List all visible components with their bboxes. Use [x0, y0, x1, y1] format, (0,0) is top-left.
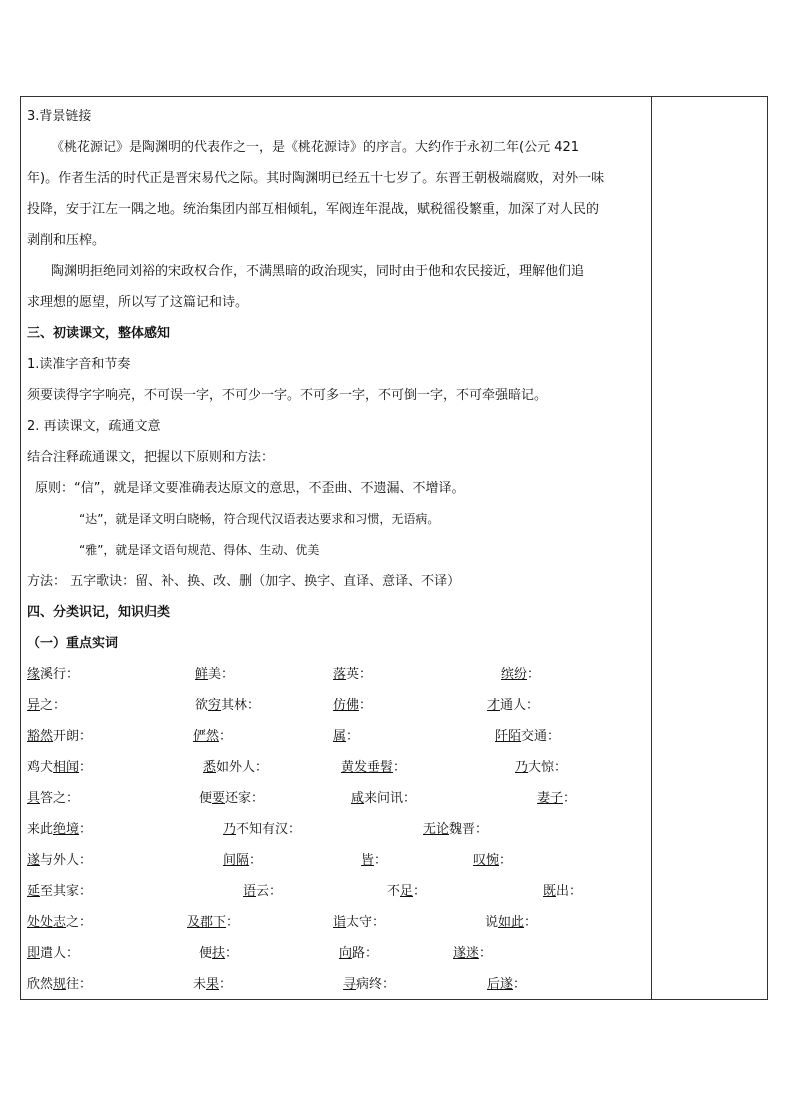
principle-ya: “雅”，就是译文语句规范、得体、生动、优美	[79, 543, 320, 557]
vocab-term-text: 病终：	[356, 977, 396, 992]
item1-text: 须要读得字字响亮，不可误一字，不可少一字。不可多一字，不可倒一字，不可牵强暗记。	[27, 388, 548, 403]
vocab-term-text: 英：	[346, 667, 373, 682]
vocab-term	[333, 659, 372, 690]
vocab-row	[27, 969, 647, 1000]
vocab-term-text: 溪行：	[40, 667, 80, 682]
principle-xin: 原则：“信”，就是译文要准确表达原文的意思，不歪曲、不遗漏、不增译。	[35, 481, 465, 496]
vocab-term-underlined: 穷	[208, 698, 222, 713]
vocab-term-text: 与外人：	[40, 853, 93, 868]
vocab-term-text: 路：	[352, 946, 379, 961]
background-para1-line: 投降，安于江左一隅之地。统治集团内部互相倾轧，军阀连年混战，赋税徭役繁重，加深了对人民的	[27, 202, 600, 217]
vocab-term-text: 云：	[256, 884, 283, 899]
vocab-term-text: 交通：	[521, 729, 561, 744]
vocab-term	[27, 814, 92, 845]
vocab-term-text: 未	[193, 977, 207, 992]
vocab-term-text: 来问讯：	[364, 791, 417, 806]
vocab-term-underlined: 俨然	[193, 729, 220, 744]
vocab-term-underlined: 才	[487, 698, 501, 713]
vocab-term-underlined: 寻	[343, 977, 357, 992]
principle-da: “达”，就是译文明白晓畅，符合现代汉语表达要求和习惯，无语病。	[79, 512, 440, 526]
vocab-term	[187, 907, 239, 938]
vocab-term-text: ：	[249, 853, 263, 868]
vocab-term	[27, 659, 79, 690]
vocab-term-text: ：	[527, 667, 541, 682]
vocab-term-underlined: 乃	[515, 760, 529, 775]
vocab-term-underlined: 诣	[333, 915, 347, 930]
vocab-term	[223, 814, 301, 845]
vocab-term	[199, 783, 264, 814]
vocab-term-underlined: 既	[543, 884, 557, 899]
vocab-term-text: 美：	[208, 667, 235, 682]
background-para1-line: 《桃花源记》是陶渊明的代表作之一，是《桃花源诗》的序言。大约作于永初二年(公元 421	[51, 140, 580, 155]
vocab-term	[27, 938, 79, 969]
vocab-row	[27, 907, 647, 938]
vocab-term-text: 大惊：	[528, 760, 568, 775]
vocab-term-text: ：	[79, 822, 93, 837]
vocab-term-underlined: 豁然	[27, 729, 54, 744]
vocab-term-text: 不知有汉：	[236, 822, 302, 837]
vocab-term	[351, 783, 416, 814]
background-heading: 3.背景链接	[27, 109, 92, 124]
vocab-term-text: 其林：	[221, 698, 261, 713]
vocab-term	[343, 969, 395, 1000]
vocab-term-text: 便	[199, 791, 213, 806]
vocab-term	[27, 969, 92, 1000]
vocab-term	[193, 721, 232, 752]
vocab-term	[485, 907, 537, 938]
vocab-term-text: 不	[387, 884, 401, 899]
item2-title: 2. 再读课文，疏通文意	[27, 419, 161, 434]
vocab-term-text: 便	[199, 946, 213, 961]
vocab-term-underlined: 语	[243, 884, 257, 899]
vocab-term	[487, 690, 539, 721]
vocab-term-text: ：	[219, 977, 233, 992]
vocab-term	[423, 814, 488, 845]
vocab-term-underlined: 如此	[498, 915, 525, 930]
vocab-term	[495, 721, 560, 752]
vocab-row	[27, 721, 647, 752]
vocab-term-text: ：	[524, 915, 538, 930]
vocab-term-underlined: 处处志	[27, 915, 67, 930]
vocab-term-underlined: 扶	[212, 946, 226, 961]
vocab-term	[193, 969, 232, 1000]
vocab-term-underlined: 后遂	[487, 977, 514, 992]
vocab-term-underlined: 具	[27, 791, 41, 806]
vocab-term	[333, 907, 385, 938]
vocab-row	[27, 659, 647, 690]
section-three-heading: 三、初读课文，整体感知	[27, 326, 171, 341]
vocab-term-text: 来此	[27, 822, 54, 837]
vocab-term-underlined: 异	[27, 698, 41, 713]
vocab-term-text: 太守：	[346, 915, 386, 930]
vocab-term-underlined: 属	[333, 729, 347, 744]
vocab-term-text: 鸡犬	[27, 760, 54, 775]
vocab-term	[243, 876, 282, 907]
vocab-term-text: ：	[79, 760, 93, 775]
vocab-term-text: ：	[413, 884, 427, 899]
vocab-term-text: 之：	[66, 915, 93, 930]
vocab-row	[27, 845, 647, 876]
vocab-term-underlined: 间隔	[223, 853, 250, 868]
vocab-term-text: ：	[479, 946, 493, 961]
vocab-term-text: 出：	[556, 884, 583, 899]
vocab-term-text: 魏晋：	[449, 822, 489, 837]
vocab-term-underlined: 遂迷	[453, 946, 480, 961]
vocab-term-text: 开朗：	[53, 729, 93, 744]
vocab-term-underlined: 缤纷	[501, 667, 528, 682]
background-para1-line: 年)。作者生活的时代正是晋宋易代之际。其时陶渊明已经五十七岁了。东晋王朝极端腐败，对外一味	[27, 171, 605, 186]
vocab-term-underlined: 妻子	[537, 791, 564, 806]
vocab-term	[473, 845, 512, 876]
vocab-term-text: 往：	[66, 977, 93, 992]
vocab-term-text: 至其家：	[40, 884, 93, 899]
vocab-term-text: 还家：	[225, 791, 265, 806]
vocab-term-underlined: 果	[206, 977, 220, 992]
item2-text: 结合注释疏通课文，把握以下原则和方法：	[27, 450, 275, 465]
vocab-term	[27, 721, 92, 752]
vocab-term	[453, 938, 492, 969]
vocab-term-underlined: 延	[27, 884, 41, 899]
vocab-term-underlined: 缘	[27, 667, 41, 682]
vocab-term-text: 遣人：	[40, 946, 80, 961]
vocab-term-text: ：	[513, 977, 527, 992]
vocab-term	[361, 845, 387, 876]
vocab-term	[333, 690, 372, 721]
vocab-term-underlined: 咸	[351, 791, 365, 806]
vocab-term	[487, 969, 526, 1000]
vocab-row	[27, 690, 647, 721]
vocab-term	[195, 659, 234, 690]
vocab-term-text: 欣然	[27, 977, 54, 992]
vocab-term-text: ：	[359, 698, 373, 713]
vocab-term-underlined: 无论	[423, 822, 450, 837]
vocab-term-underlined: 落	[333, 667, 347, 682]
vocab-term	[223, 845, 262, 876]
vocab-term-underlined: 遂	[27, 853, 41, 868]
vocab-term-text: 通人：	[500, 698, 540, 713]
vocab-term-text: ：	[226, 915, 240, 930]
lesson-table	[20, 96, 768, 1000]
vocab-term	[537, 783, 576, 814]
vocab-term-text: ：	[219, 729, 233, 744]
vocab-term-underlined: 仿佛	[333, 698, 360, 713]
vocab-term	[27, 752, 92, 783]
vocab-term	[27, 690, 66, 721]
vocab-row	[27, 814, 647, 845]
vocab-term	[501, 659, 540, 690]
vocab-grid	[27, 659, 647, 1000]
vocab-term-underlined: 绝境	[53, 822, 80, 837]
key-words-heading: （一）重点实词	[27, 636, 119, 651]
vocab-term	[341, 752, 406, 783]
vocab-term-underlined: 向	[339, 946, 353, 961]
vocab-term-underlined: 要	[212, 791, 226, 806]
vocab-term-text: ：	[225, 946, 239, 961]
vocab-term-underlined: 皆	[361, 853, 375, 868]
vocab-row	[27, 752, 647, 783]
column-divider	[651, 97, 652, 999]
method-line: 方法： 五字歌诀：留、补、换、改、删（加字、换字、直译、意译、不译）	[27, 574, 461, 589]
main-column	[27, 101, 647, 1000]
vocab-row	[27, 876, 647, 907]
vocab-term	[195, 690, 260, 721]
vocab-term	[199, 938, 238, 969]
vocab-term	[515, 752, 567, 783]
vocab-term	[27, 783, 79, 814]
vocab-term-text: ：	[499, 853, 513, 868]
vocab-term-underlined: 阡陌	[495, 729, 522, 744]
vocab-term-underlined: 及郡下	[187, 915, 227, 930]
vocab-term-underlined: 足	[400, 884, 414, 899]
vocab-term-underlined: 规	[53, 977, 67, 992]
vocab-term	[387, 876, 426, 907]
vocab-term-underlined: 即	[27, 946, 41, 961]
background-para1-line: 剥削和压榨。	[27, 233, 106, 248]
vocab-term-underlined: 乃	[223, 822, 237, 837]
vocab-term-text: ：	[393, 760, 407, 775]
section-four-heading: 四、分类识记，知识归类	[27, 605, 171, 620]
vocab-term-underlined: 鲜	[195, 667, 209, 682]
vocab-term-underlined: 黄发垂髫	[341, 760, 394, 775]
vocab-term-text: ：	[374, 853, 388, 868]
vocab-term	[27, 845, 92, 876]
vocab-term	[333, 721, 359, 752]
vocab-term-text: 欲	[195, 698, 209, 713]
vocab-term-text: ：	[346, 729, 360, 744]
vocab-term-text: 之：	[40, 698, 67, 713]
vocab-term-underlined: 叹惋	[473, 853, 500, 868]
vocab-term	[27, 876, 92, 907]
vocab-term-underlined: 相闻	[53, 760, 80, 775]
vocab-term-text: 答之：	[40, 791, 80, 806]
vocab-term-text: 说	[485, 915, 499, 930]
vocab-term	[203, 752, 268, 783]
vocab-row	[27, 783, 647, 814]
vocab-term-text: 如外人：	[216, 760, 269, 775]
vocab-term-underlined: 悉	[203, 760, 217, 775]
background-para2-line: 陶渊明拒绝同刘裕的宋政权合作，不满黑暗的政治现实，同时由于他和农民接近，理解他们追	[51, 264, 585, 279]
vocab-term-text: ：	[563, 791, 577, 806]
vocab-term	[27, 907, 92, 938]
vocab-term	[543, 876, 582, 907]
background-para2-line: 求理想的愿望，所以写了这篇记和诗。	[27, 295, 249, 310]
vocab-term	[339, 938, 378, 969]
item1-title: 1.读准字音和节奏	[27, 357, 131, 372]
vocab-row	[27, 938, 647, 969]
